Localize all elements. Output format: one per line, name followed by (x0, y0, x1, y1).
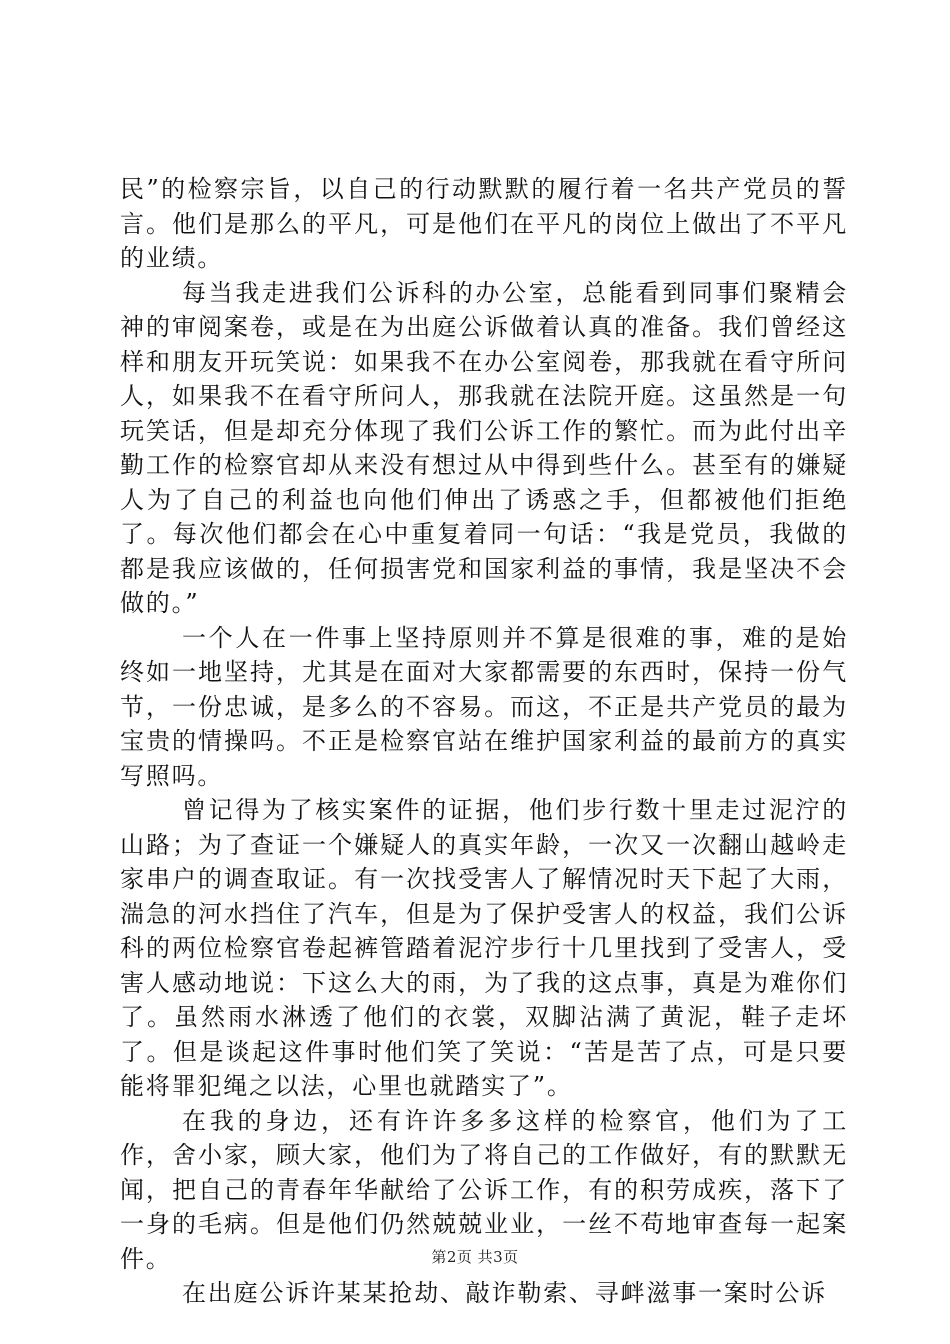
paragraph-1: 民”的检察宗旨，以自己的行动默默的履行着一名共产党员的誓言。他们是那么的平凡，可是他们在平凡的岗位上做出了不平凡的业绩。 (120, 175, 848, 272)
page-footer: 第2页 共3页 (431, 1248, 519, 1266)
paragraph-5: 在我的身边，还有许许多多这样的检察官，他们为了工作，舍小家，顾大家，他们为了将自己的工作做好，有的默默无闻，把自己的青春年华献给了公诉工作，有的积劳成疾，落下了一身的毛病。但是他们仍然兢兢业业，一丝不苟地审查每一起案件。 (120, 1106, 848, 1273)
paragraph-3: 一个人在一件事上坚持原则并不算是很难的事，难的是始终如一地坚持，尤其是在面对大家都需要的东西时，保持一份气节，一份忠诚，是多么的不容易。而这，不正是共产党员的最为宝贵的情操吗。不正是检察官站在维护国家利益的最前方的真实写照吗。 (120, 623, 848, 790)
paragraph-4: 曾记得为了核实案件的证据，他们步行数十里走过泥泞的山路；为了查证一个嫌疑人的真实年龄，一次又一次翻山越岭走家串户的调查取证。有一次找受害人了解情况时天下起了大雨，湍急的河水挡住了汽车，但是为了保护受害人的权益，我们公诉科的两位检察官卷起裤管踏着泥泞步行十几里找到了受害人，受害人感动地说：下这么大的雨，为了我的这点事，真是为难你们了。虽然雨水淋透了他们的衣裳，双脚沾满了黄泥，鞋子走坏了。但是谈起这件事时他们笑了笑说：“苦是苦了点，可是只要能将罪犯绳之以法，心里也就踏实了”。 (120, 796, 848, 1100)
document-body (120, 172, 848, 1311)
paragraph-2: 每当我走进我们公诉科的办公室，总能看到同事们聚精会神的审阅案卷，或是在为出庭公诉做着认真的准备。我们曾经这样和朋友开玩笑说：如果我不在办公室阅卷，那我就在看守所问人，如果我不在看守所问人，那我就在法院开庭。这虽然是一句玩笑话，但是却充分体现了我们公诉工作的繁忙。而为此付出辛勤工作的检察官却从来没有想过从中得到些什么。甚至有的嫌疑人为了自己的利益也向他们伸出了诱惑之手，但都被他们拒绝了。每次他们都会在心中重复着同一句话：“我是党员，我做的都是我应该做的，任何损害党和国家利益的事情，我是坚决不会做的。” (120, 278, 848, 617)
paragraph-6: 在出庭公诉许某某抢劫、敲诈勒索、寻衅滋事一案时公诉 (182, 1279, 827, 1307)
